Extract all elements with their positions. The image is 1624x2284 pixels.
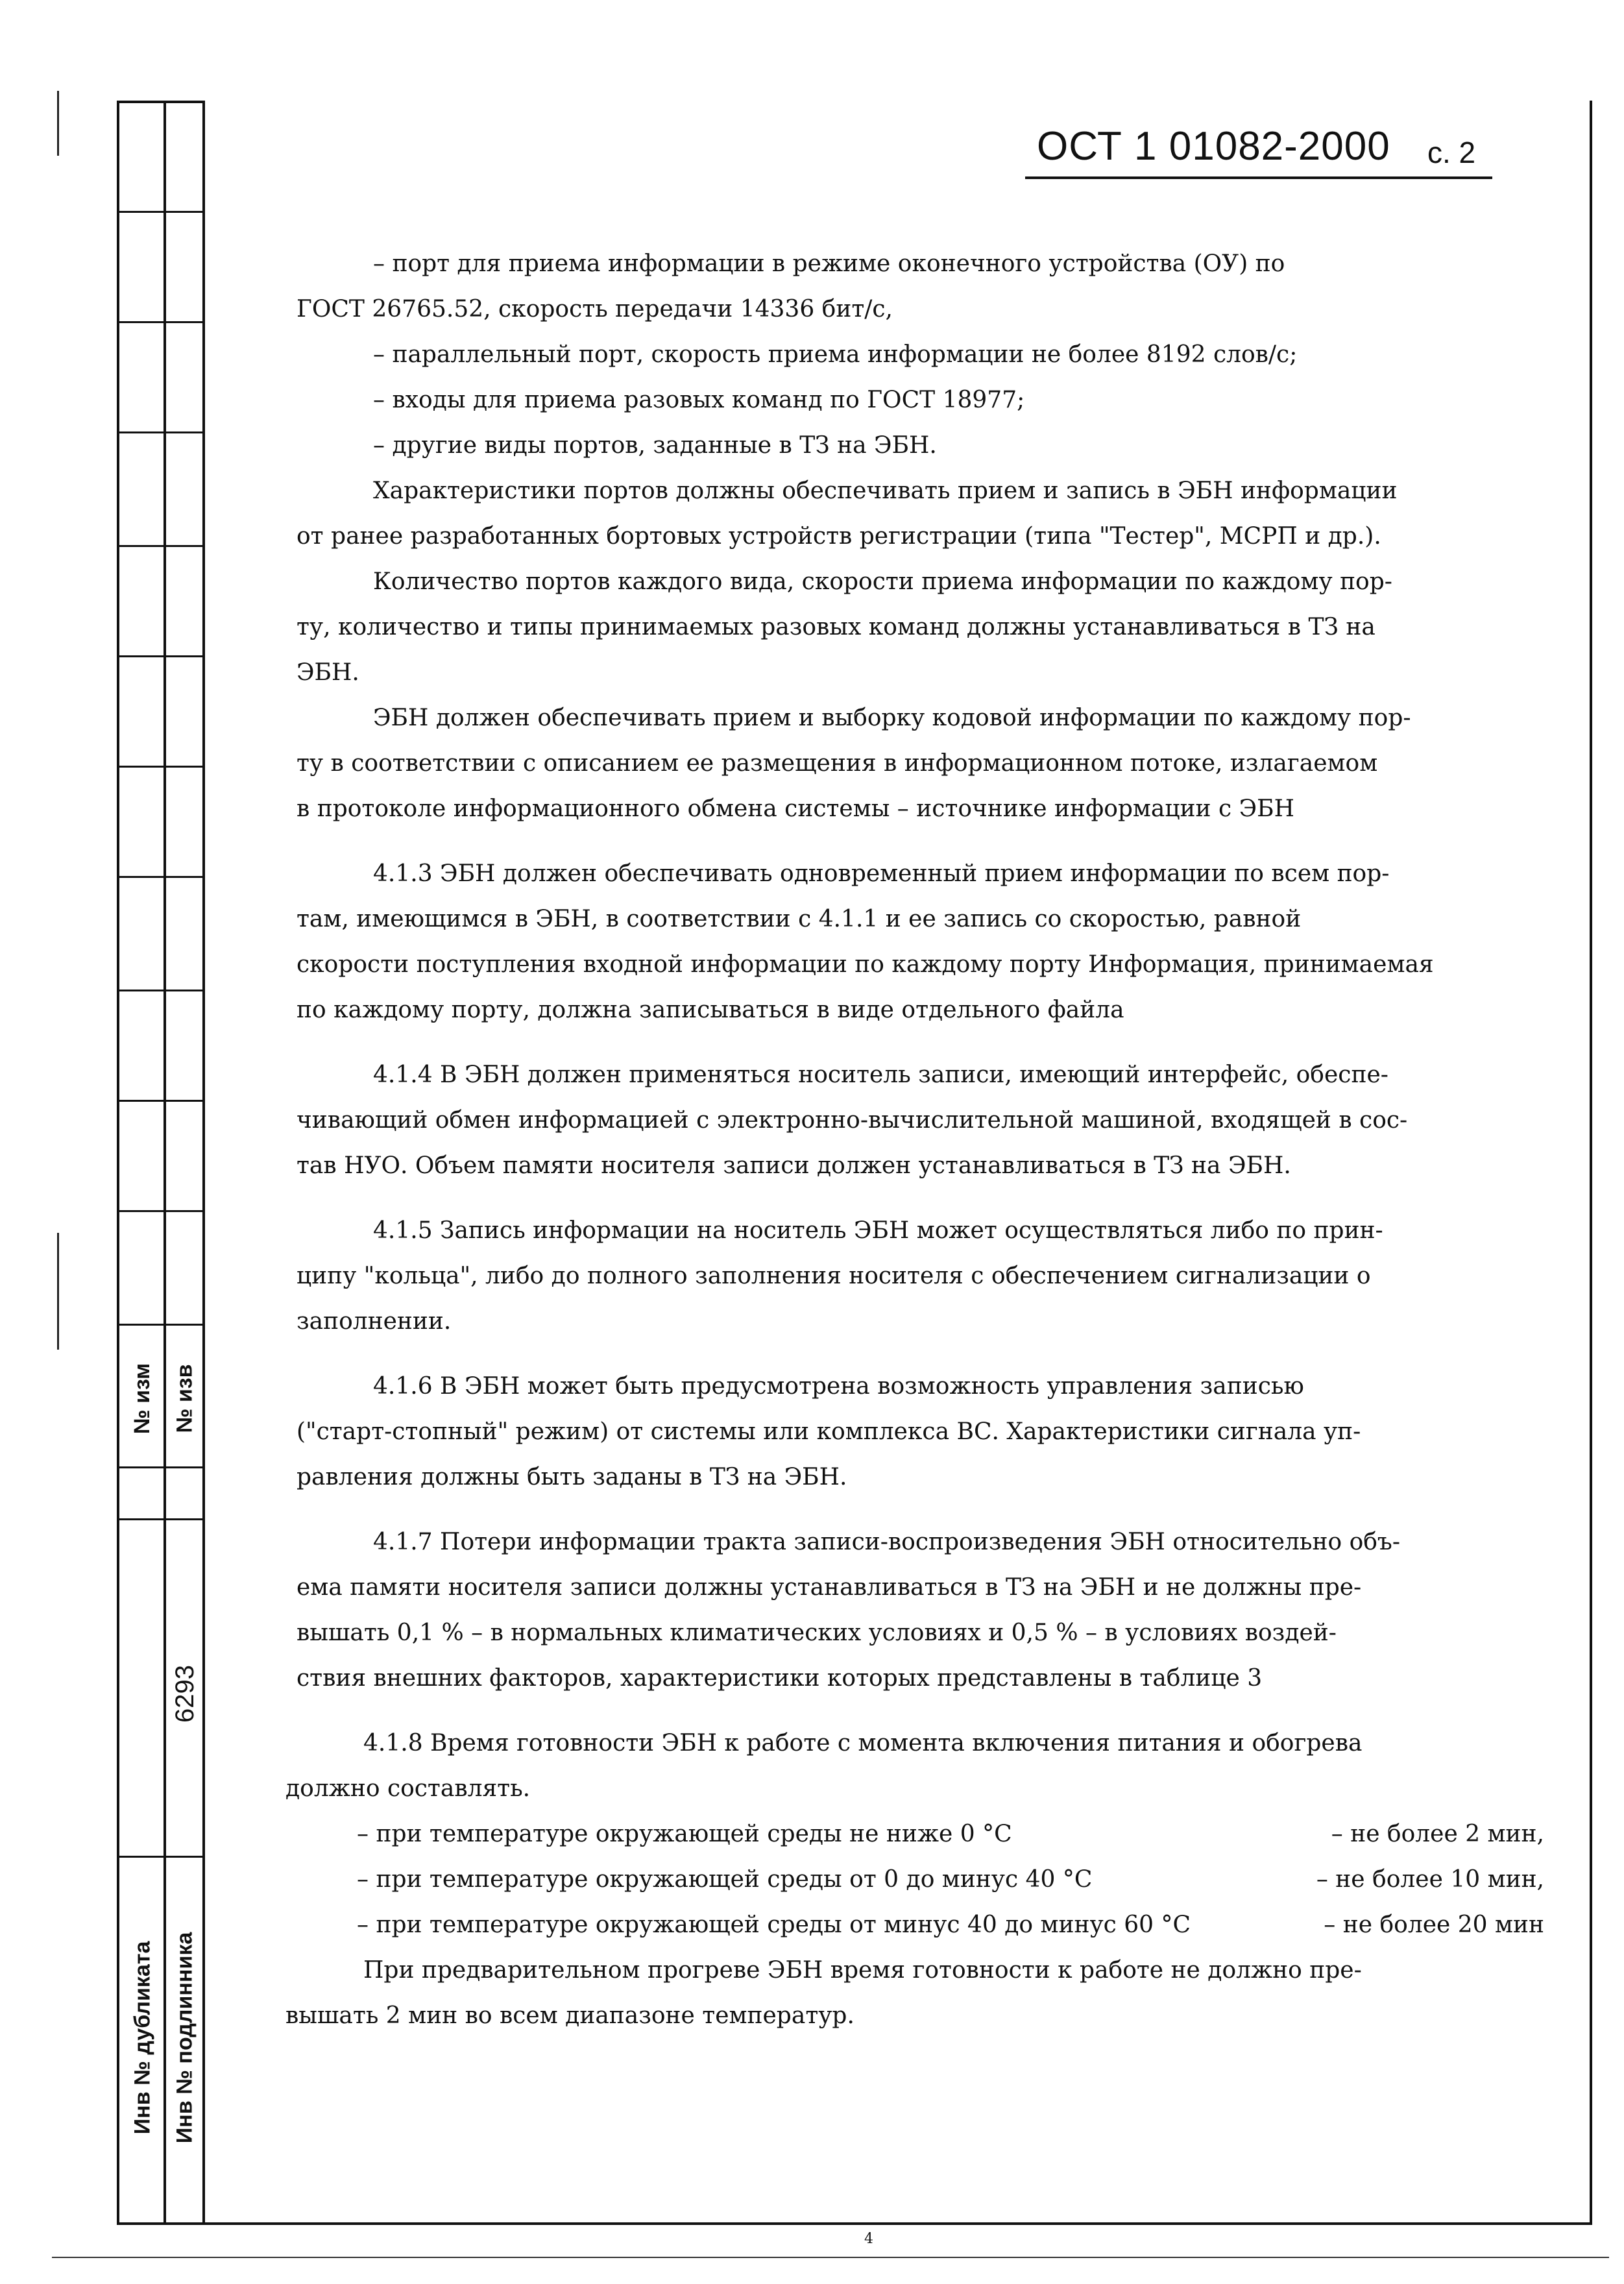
stamp-cell-line [117,655,205,657]
footer-mark: 4 [864,2231,873,2247]
orig-inventory-label: Инв № подлинника [172,1932,197,2143]
stamp-cell-line [117,1466,205,1468]
paragraph: от ранее разработанных бортовых устройств регистрации (типа "Тестер", МСРП и др.). [297,523,1381,550]
bottom-rule [52,2257,1609,2258]
paragraph: – параллельный порт, скорость приема информации не более 8192 слов/с; [373,341,1298,368]
temperature-row [285,1812,1544,1857]
temperature-row [285,1902,1544,1948]
temperature-row [285,1857,1544,1902]
stamp-cell-line [117,766,205,768]
paragraph: вышать 0,1 % – в нормальных климатических условиях и 0,5 % – в условиях воздей- [297,1620,1337,1646]
stamp-cell-line [117,990,205,991]
margin-mark-top [57,91,59,156]
section-4-1-8: 4.1.8 Время готовности ЭБН к работе с момента включения питания и обогрева [363,1730,1363,1756]
section-4-1-6: 4.1.6 В ЭБН может быть предусмотрена возможность управления записью [373,1373,1304,1400]
paragraph: ту в соответствии с описанием ее размещения в информационном потоке, излагаемом [297,750,1378,777]
paragraph: вышать 2 мин во всем диапазоне температур. [285,2002,854,2029]
stamp-cell-line [117,1324,205,1326]
stamp-cell-line [117,1856,205,1858]
body-text [285,241,1544,2039]
stamp-cell-line [117,1518,205,1520]
paragraph: по каждому порту, должна записываться в виде отдельного файла [297,997,1124,1023]
izm-label: № изм [130,1363,155,1434]
page-number: с. 2 [1427,136,1476,169]
paragraph: заполнении. [297,1308,452,1335]
paragraph: тав НУО. Объем памяти носителя записи должен устанавливаться в ТЗ на ЭБН. [297,1152,1291,1179]
stamp-cell-line [117,211,205,213]
paragraph: ЭБН должен обеспечивать прием и выборку кодовой информации по каждому пор- [373,705,1411,731]
section-4-1-5: 4.1.5 Запись информации на носитель ЭБН может осуществляться либо по прин- [373,1217,1383,1244]
stamp-cell-line [117,1100,205,1102]
temperature-condition: – при температуре окружающей среды не ниже 0 °С [357,1821,1012,1847]
paragraph: равления должны быть заданы в ТЗ на ЭБН. [297,1464,847,1490]
section-4-1-4: 4.1.4 В ЭБН должен применяться носитель записи, имеющий интерфейс, обеспе- [373,1062,1388,1088]
paragraph: должно составлять. [285,1775,531,1802]
readiness-time: – не более 20 мин [1324,1912,1544,1938]
paragraph: Количество портов каждого вида, скорости приема информации по каждому пор- [373,568,1392,595]
paragraph: ЭБН. [297,659,359,686]
page-frame-bottom [117,2222,1591,2225]
page-frame-right [1590,101,1592,2225]
paragraph: в протоколе информационного обмена системы – источнике информации с ЭБН [297,796,1294,822]
inventory-number: 6293 [170,1664,199,1723]
paragraph: ема памяти носителя записи должны устанавливаться в ТЗ на ЭБН и не должны пре- [297,1574,1362,1601]
readiness-time: – не более 10 мин, [1316,1866,1544,1893]
paragraph: – входы для приема разовых команд по ГОСТ 18977; [373,387,1025,413]
stamp-cell-line [117,431,205,433]
paragraph: ципу "кольца", либо до полного заполнения носителя с обеспечением сигнализации о [297,1263,1371,1289]
paragraph: там, имеющимся в ЭБН, в соответствии с 4.1.1 и ее запись со скоростью, равной [297,906,1302,932]
paragraph: чивающий обмен информацией с электронно-вычислительной машиной, входящей в сос- [297,1107,1408,1134]
stamp-cell-line [117,545,205,547]
document-code: ОСТ 1 01082-2000 [1037,124,1390,169]
stamp-frame-top [117,101,205,103]
paragraph: – порт для приема информации в режиме оконечного устройства (ОУ) по [373,250,1285,277]
stamp-cell-line [117,1210,205,1212]
paragraph: При предварительном прогреве ЭБН время готовности к работе не должно пре- [363,1957,1362,1984]
margin-mark-bottom [57,1233,59,1350]
dup-inventory-label: Инв № дубликата [130,1941,155,2134]
temperature-condition: – при температуре окружающей среды от минус 40 до минус 60 °С [357,1912,1191,1938]
section-4-1-7: 4.1.7 Потери информации тракта записи-воспроизведения ЭБН относительно объ- [373,1529,1400,1555]
paragraph: ствия внешних факторов, характеристики которых представлены в таблице 3 [297,1665,1263,1692]
paragraph: Характеристики портов должны обеспечивать прием и запись в ЭБН информации [373,478,1398,504]
paragraph: ГОСТ 26765.52, скорость передачи 14336 бит/с, [297,296,893,322]
section-4-1-3: 4.1.3 ЭБН должен обеспечивать одновременный прием информации по всем пор- [373,860,1390,887]
paragraph: ("старт-стопный" режим) от системы или комплекса ВС. Характеристики сигнала уп- [297,1418,1361,1445]
paragraph: ту, количество и типы принимаемых разовых команд должны устанавливаться в ТЗ на [297,614,1376,640]
paragraph: – другие виды портов, заданные в ТЗ на ЭБН. [373,432,937,459]
header-underline [1025,176,1492,179]
stamp-frame-left [117,101,119,2224]
paragraph: скорости поступления входной информации по каждому порту Информация, принимаемая [297,951,1434,978]
temperature-condition: – при температуре окружающей среды от 0 до минус 40 °С [357,1866,1093,1893]
stamp-cell-line [117,321,205,323]
stamp-cell-line [117,876,205,878]
izv-label: № изв [172,1363,197,1433]
readiness-time: – не более 2 мин, [1331,1821,1544,1847]
